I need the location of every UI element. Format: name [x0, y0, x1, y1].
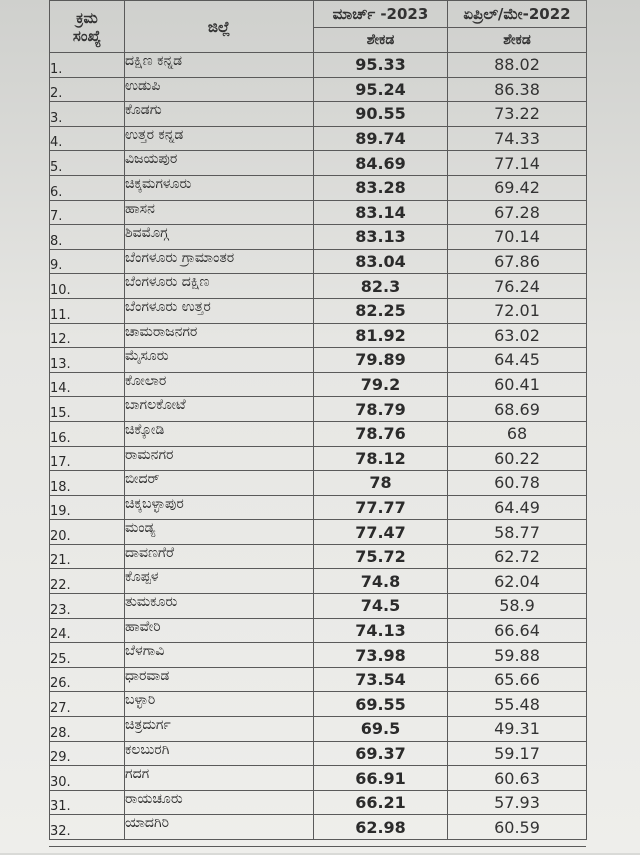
district-name-cell: ಚಿಕ್ಕೋಡಿ [125, 421, 314, 446]
district-name-cell: ಉತ್ತರ ಕನ್ನಡ [125, 126, 314, 151]
serial-number-cell: 17. [50, 446, 125, 471]
district-name-cell: ಬೆಂಗಳೂರು ಉತ್ತರ [125, 298, 314, 323]
serial-number-cell: 23. [50, 594, 125, 619]
percent-2023-cell: 78.79 [314, 397, 448, 422]
table-row [50, 348, 587, 373]
year-2022-header: ಏಪ್ರಿಲ್/ಮೇ-2022 [448, 1, 587, 28]
district-name-cell: ಗದಗ [125, 766, 314, 791]
serial-number-cell: 31. [50, 790, 125, 815]
table-row [50, 151, 587, 176]
percent-2023-cell: 90.55 [314, 102, 448, 127]
percent-2023-cell: 74.13 [314, 618, 448, 643]
serial-number-cell: 7. [50, 200, 125, 225]
percent-2023-cell: 78.76 [314, 421, 448, 446]
serial-number-cell: 18. [50, 471, 125, 496]
district-name-cell: ಮೈಸೂರು [125, 348, 314, 373]
percent-2023-cell: 78.12 [314, 446, 448, 471]
percent-2022-cell: 60.78 [448, 471, 587, 496]
district-name-cell: ದಾವಣಗೆರೆ [125, 544, 314, 569]
table-row [50, 225, 587, 250]
percent-2022-cell: 60.59 [448, 815, 587, 840]
district-name-cell: ಕೊಪ್ಪಳ [125, 569, 314, 594]
percent-2022-cell: 64.49 [448, 495, 587, 520]
serial-header-line1: ಕ್ರಮ [76, 8, 98, 27]
percent-2022-cell: 66.64 [448, 618, 587, 643]
district-name-cell: ಚಿತ್ರದುರ್ಗ [125, 717, 314, 742]
serial-number-cell: 27. [50, 692, 125, 717]
percent-2022-cell: 72.01 [448, 298, 587, 323]
table-row [50, 667, 587, 692]
percent-2022-cell: 62.72 [448, 544, 587, 569]
percent-2022-cell: 60.41 [448, 372, 587, 397]
serial-number-cell: 8. [50, 225, 125, 250]
district-name-cell: ಯಾದಗಿರಿ [125, 815, 314, 840]
district-name-cell: ಚಿಕ್ಕಮಗಳೂರು [125, 175, 314, 200]
table-row [50, 372, 587, 397]
serial-number-cell: 28. [50, 717, 125, 742]
table-row [50, 77, 587, 102]
table-row [50, 471, 587, 496]
table-row [50, 815, 587, 840]
district-name-cell: ಧಾರವಾಡ [125, 667, 314, 692]
district-name-cell: ಉಡುಪಿ [125, 77, 314, 102]
serial-number-cell: 21. [50, 544, 125, 569]
percent-2023-cell: 83.13 [314, 225, 448, 250]
district-name-cell: ತುಮಕೂರು [125, 594, 314, 619]
district-name-cell: ರಾಮನಗರ [125, 446, 314, 471]
table-row [50, 53, 587, 78]
percent-2022-cell: 76.24 [448, 274, 587, 299]
table-row [50, 274, 587, 299]
serial-number-cell: 10. [50, 274, 125, 299]
table-row [50, 102, 587, 127]
percent-2022-cell: 67.28 [448, 200, 587, 225]
percent-2023-cell: 78 [314, 471, 448, 496]
percent-2022-cell: 69.42 [448, 175, 587, 200]
serial-header-line2: ಸಂಖ್ಯೆ [72, 26, 102, 45]
percent-2022-cell: 57.93 [448, 790, 587, 815]
serial-number-cell: 14. [50, 372, 125, 397]
percent-2023-cell: 77.47 [314, 520, 448, 545]
percent-2022-cell: 67.86 [448, 249, 587, 274]
table-row [50, 594, 587, 619]
percent-2023-cell: 75.72 [314, 544, 448, 569]
table-row [50, 717, 587, 742]
serial-number-cell: 5. [50, 151, 125, 176]
table-bottom-edge [49, 846, 586, 855]
percent-2023-cell: 95.33 [314, 53, 448, 78]
percent-2023-cell: 74.5 [314, 594, 448, 619]
percent-2022-cell: 68 [448, 421, 587, 446]
serial-number-cell: 29. [50, 741, 125, 766]
district-name-cell: ಬಳ್ಳಾರಿ [125, 692, 314, 717]
percent-2023-cell: 66.21 [314, 790, 448, 815]
district-name-cell: ಬೆಂಗಳೂರು ದಕ್ಷಿಣ [125, 274, 314, 299]
district-name-cell: ಬಾಗಲಕೋಟೆ [125, 397, 314, 422]
serial-number-cell: 25. [50, 643, 125, 668]
percent-2022-cell: 59.17 [448, 741, 587, 766]
percent-2023-cell: 89.74 [314, 126, 448, 151]
percent-2022-cell: 63.02 [448, 323, 587, 348]
percent-2023-cell: 62.98 [314, 815, 448, 840]
table-row [50, 126, 587, 151]
percent-2023-cell: 82.3 [314, 274, 448, 299]
district-header: ಜಿಲ್ಲೆ [125, 1, 314, 53]
percent-2023-cell: 83.04 [314, 249, 448, 274]
percent-2023-cell: 83.14 [314, 200, 448, 225]
percent-2022-cell: 86.38 [448, 77, 587, 102]
percent-2023-cell: 79.2 [314, 372, 448, 397]
percent-2022-cell: 49.31 [448, 717, 587, 742]
percent-2022-cell: 68.69 [448, 397, 587, 422]
district-name-cell: ಶಿವಮೊಗ್ಗ [125, 225, 314, 250]
percent-2023-cell: 81.92 [314, 323, 448, 348]
table-row [50, 446, 587, 471]
serial-number-cell: 2. [50, 77, 125, 102]
district-name-cell: ರಾಯಚೂರು [125, 790, 314, 815]
percent-2022-cell: 62.04 [448, 569, 587, 594]
table-row [50, 421, 587, 446]
table-row [50, 298, 587, 323]
percent-2022-header: ಶೇಕಡ [448, 28, 587, 53]
district-name-cell: ಕೊಡಗು [125, 102, 314, 127]
percent-2022-cell: 73.22 [448, 102, 587, 127]
district-name-cell: ಮಂಡ್ಯ [125, 520, 314, 545]
district-name-cell: ಬೆಂಗಳೂರು ಗ್ರಾಮಾಂತರ [125, 249, 314, 274]
serial-number-header [50, 1, 125, 53]
district-name-cell: ಕೋಲಾರ [125, 372, 314, 397]
table-row [50, 175, 587, 200]
table-row [50, 323, 587, 348]
table-row [50, 495, 587, 520]
table-row [50, 618, 587, 643]
year-2023-header: ಮಾರ್ಚ್ -2023 [314, 1, 448, 28]
serial-number-cell: 3. [50, 102, 125, 127]
serial-number-cell: 26. [50, 667, 125, 692]
table-row [50, 544, 587, 569]
table-row [50, 569, 587, 594]
percent-2023-cell: 82.25 [314, 298, 448, 323]
table-row [50, 200, 587, 225]
serial-number-cell: 4. [50, 126, 125, 151]
table-row [50, 692, 587, 717]
percent-2022-cell: 70.14 [448, 225, 587, 250]
district-name-cell: ವಿಜಯಪುರ [125, 151, 314, 176]
table-row [50, 790, 587, 815]
percent-2023-cell: 83.28 [314, 175, 448, 200]
serial-number-cell: 11. [50, 298, 125, 323]
percent-2023-cell: 84.69 [314, 151, 448, 176]
district-name-cell: ಚಿಕ್ಕಬಳ್ಳಾಪುರ [125, 495, 314, 520]
serial-number-cell: 24. [50, 618, 125, 643]
serial-number-cell: 19. [50, 495, 125, 520]
percent-2023-cell: 73.54 [314, 667, 448, 692]
percent-2023-cell: 95.24 [314, 77, 448, 102]
percent-2022-cell: 58.9 [448, 594, 587, 619]
district-name-cell: ಹಾವೇರಿ [125, 618, 314, 643]
percent-2022-cell: 60.22 [448, 446, 587, 471]
percent-2022-cell: 60.63 [448, 766, 587, 791]
serial-number-cell: 30. [50, 766, 125, 791]
percent-2023-header: ಶೇಕಡ [314, 28, 448, 53]
percent-2022-cell: 77.14 [448, 151, 587, 176]
serial-number-cell: 22. [50, 569, 125, 594]
percent-2022-cell: 88.02 [448, 53, 587, 78]
table-row [50, 741, 587, 766]
percent-2022-cell: 55.48 [448, 692, 587, 717]
serial-number-cell: 9. [50, 249, 125, 274]
table-row [50, 397, 587, 422]
percent-2023-cell: 77.77 [314, 495, 448, 520]
table-row [50, 766, 587, 791]
district-name-cell: ದಕ್ಷಿಣ ಕನ್ನಡ [125, 53, 314, 78]
percent-2023-cell: 69.37 [314, 741, 448, 766]
table-row [50, 643, 587, 668]
percent-2022-cell: 59.88 [448, 643, 587, 668]
district-name-cell: ಚಾಮರಾಜನಗರ [125, 323, 314, 348]
district-name-cell: ಕಲಬುರಗಿ [125, 741, 314, 766]
district-name-cell: ಬೀದರ್ [125, 471, 314, 496]
table-header-row [50, 1, 587, 28]
table-body [50, 53, 587, 840]
serial-number-cell: 1. [50, 53, 125, 78]
percent-2023-cell: 73.98 [314, 643, 448, 668]
table-row [50, 520, 587, 545]
district-name-cell: ಹಾಸನ [125, 200, 314, 225]
serial-number-cell: 12. [50, 323, 125, 348]
percent-2022-cell: 58.77 [448, 520, 587, 545]
district-name-cell: ಬೆಳಗಾವಿ [125, 643, 314, 668]
percent-2023-cell: 69.5 [314, 717, 448, 742]
serial-number-cell: 13. [50, 348, 125, 373]
serial-number-cell: 6. [50, 175, 125, 200]
serial-number-cell: 16. [50, 421, 125, 446]
serial-number-cell: 20. [50, 520, 125, 545]
percent-2023-cell: 69.55 [314, 692, 448, 717]
results-table [49, 0, 587, 840]
percent-2023-cell: 74.8 [314, 569, 448, 594]
serial-number-cell: 15. [50, 397, 125, 422]
table-row [50, 249, 587, 274]
percent-2022-cell: 65.66 [448, 667, 587, 692]
percent-2023-cell: 66.91 [314, 766, 448, 791]
percent-2022-cell: 64.45 [448, 348, 587, 373]
percent-2022-cell: 74.33 [448, 126, 587, 151]
serial-number-cell: 32. [50, 815, 125, 840]
percent-2023-cell: 79.89 [314, 348, 448, 373]
